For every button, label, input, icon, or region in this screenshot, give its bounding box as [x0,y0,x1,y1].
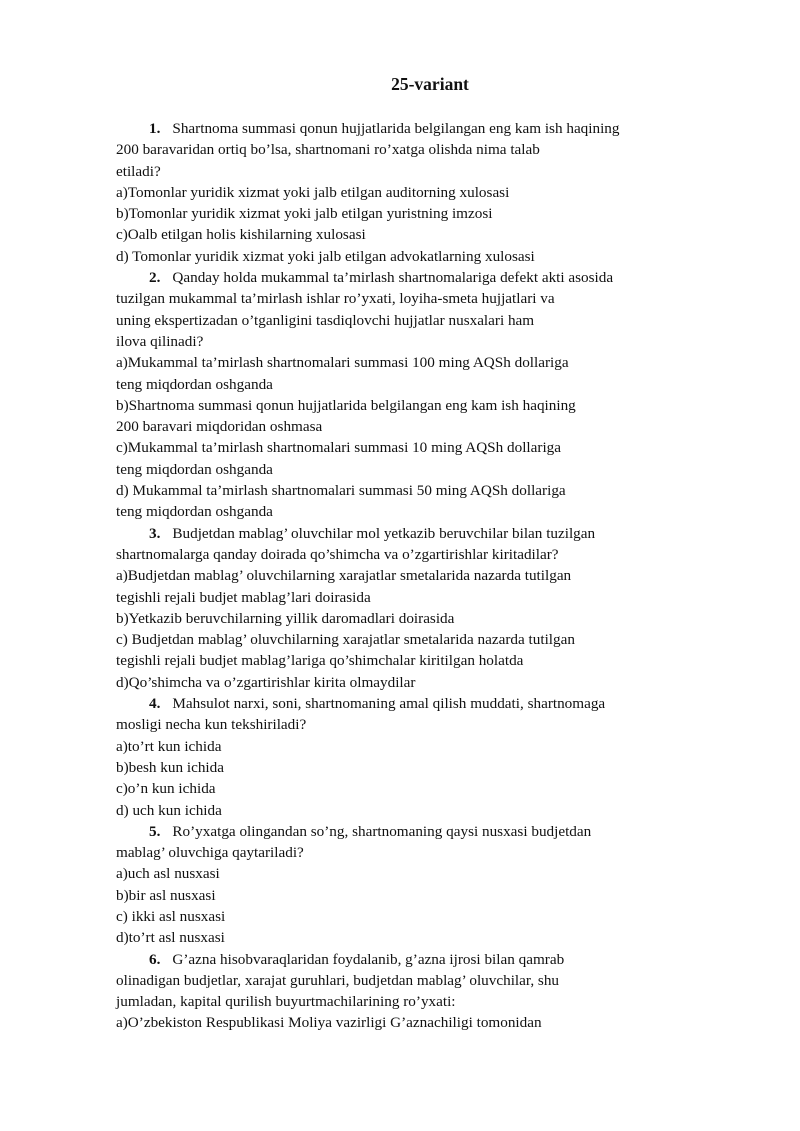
answer-option-line: c)Oalb etilgan holis kishilarning xulosasi [116,226,366,244]
answer-option [116,1012,676,1033]
question-text-line [116,544,676,565]
answer-option-line: c) Budjetdan mablag’ oluvchilarning xarajatlar smetalarida nazarda tutilgan [116,631,575,649]
answer-option [116,480,676,523]
question-text-content: shartnomalarga qanday doirada qo’shimcha va o’zgartirishlar kiritadilar? [116,545,559,563]
question-number: 1. [149,120,161,137]
answer-option-line: a)to’rt kun ichida [116,737,222,755]
question-text-content: Budjetdan mablag’ oluvchilar mol yetkazib beruvchilar bilan tuzilgan [172,524,596,542]
question-text-content: Ro’yxatga olingandan so’ng, shartnomaning qaysi nusxasi budjetdan [172,822,592,840]
question-text-line [116,842,676,863]
answer-option [116,736,676,757]
page-title: 25-variant [391,74,469,94]
question-number: 2. [149,269,161,287]
answer-option-line: a)Tomonlar yuridik xizmat yoki jalb etilgan auditorning xulosasi [116,183,510,201]
question-text-line [116,288,676,309]
question-number: 6. [149,950,161,968]
answer-option-line: d)Qo’shimcha va o’zgartirishlar kirita olmaydilar [116,673,416,691]
answer-option-line: a)Mukammal ta’mirlash shartnomalari summasi 100 ming AQSh dollariga [116,354,569,372]
question-text-content: tuzilgan mukammal ta’mirlash ishlar ro’yxati, loyiha-smeta hujjatlari va [116,290,555,308]
question-3 [116,523,676,693]
answer-option [116,395,676,438]
question-text-content: jumladan, kapital qurilish buyurtmachilarining ro’yxati: [116,993,456,1011]
answer-option [116,778,676,799]
answer-option-line: c)o’n kun ichida [116,780,216,798]
question-number: 5. [149,822,161,840]
answer-option-line: d) uch kun ichida [116,801,222,819]
answer-option-line: a)Budjetdan mablag’ oluvchilarning xarajatlar smetalarida nazarda tutilgan [116,567,572,585]
question-text-line [116,331,676,352]
answer-option-line: teng miqdordan oshganda [116,503,273,521]
answer-option [116,885,676,906]
question-2 [116,267,676,523]
question-1 [116,118,676,267]
answer-option-line: b)besh kun ichida [116,758,224,776]
answer-option-line: tegishli rejali budjet mablag’lari doirasida [116,588,371,606]
question-text-line [116,714,676,735]
answer-option [116,565,676,608]
question-number: 4. [149,695,161,713]
question-text [116,693,676,714]
answer-option-line: tegishli rejali budjet mablag’lariga qo’shimchalar kiritilgan holatda [116,652,524,670]
answer-option-line: d) Mukammal ta’mirlash shartnomalari summasi 50 ming AQSh dollariga [116,482,566,500]
question-text-content: G’azna hisobvaraqlaridan foydalanib, g’azna ijrosi bilan qamrab [172,950,565,968]
question-text [116,118,676,139]
question-text-line [116,970,676,991]
answer-option-line: 200 baravari miqdoridan oshmasa [116,418,323,436]
question-text [116,821,676,842]
question-text-content: etiladi? [116,162,161,180]
question-6 [116,949,676,1034]
question-text [116,949,676,970]
question-text-line [116,310,676,331]
question-5 [116,821,676,949]
answer-option-line: a)uch asl nusxasi [116,865,220,883]
answer-option [116,863,676,884]
question-text-content: Qanday holda mukammal ta’mirlash shartnomalariga defekt akti asosida [172,269,614,287]
answer-option-line: b)bir asl nusxasi [116,886,216,904]
answer-option-line: b)Tomonlar yuridik xizmat yoki jalb etilgan yuristning imzosi [116,205,493,223]
answer-option-line: b)Shartnoma summasi qonun hujjatlarida belgilangan eng kam ish haqining [116,396,576,414]
question-text-content: Mahsulot narxi, soni, shartnomaning amal qilish muddati, shartnomaga [172,695,606,713]
answer-option-line: c) ikki asl nusxasi [116,907,226,925]
answer-option [116,437,676,480]
answer-option [116,224,676,245]
question-text-content: uning ekspertizadan o’tganligini tasdiqlovchi hujjatlar nusxalari ham [116,311,535,329]
question-text-content: olinadigan budjetlar, xarajat guruhlari, budjetdan mablag’ oluvchilar, shu [116,971,560,989]
question-text-line [116,161,676,182]
question-text-content: 200 baravaridan ortiq bo’lsa, shartnomani ro’xatga olishda nima talab [116,141,540,159]
question-text-line [116,991,676,1012]
answer-option [116,800,676,821]
answer-option-line: teng miqdordan oshganda [116,460,273,478]
answer-option [116,608,676,629]
answer-option-line: c)Mukammal ta’mirlash shartnomalari summasi 10 ming AQSh dollariga [116,439,561,457]
answer-option [116,672,676,693]
question-text [116,267,676,288]
answer-option [116,927,676,948]
answer-option [116,246,676,267]
answer-option-line: b)Yetkazib beruvchilarning yillik daromadlari doirasida [116,609,455,627]
answer-option [116,757,676,778]
answer-option [116,352,676,395]
question-text-content: mablag’ oluvchiga qaytariladi? [116,844,304,862]
answer-option-line: d)to’rt asl nusxasi [116,929,225,947]
question-text-content: mosligi necha kun tekshiriladi? [116,716,307,734]
answer-option [116,182,676,203]
answer-option-line: teng miqdordan oshganda [116,375,273,393]
answer-option-line: d) Tomonlar yuridik xizmat yoki jalb etilgan advokatlarning xulosasi [116,247,535,265]
question-text [116,523,676,544]
answer-option [116,203,676,224]
question-text-line [116,139,676,160]
question-4 [116,693,676,821]
question-list [116,118,676,1034]
question-text-content: Shartnoma summasi qonun hujjatlarida belgilangan eng kam ish haqining [172,120,620,137]
answer-option [116,629,676,672]
question-number: 3. [149,524,161,542]
answer-option [116,906,676,927]
question-text-content: ilova qilinadi? [116,332,204,350]
answer-option-line: a)O’zbekiston Respublikasi Moliya vazirligi G’aznachiligi tomonidan [116,1014,542,1032]
